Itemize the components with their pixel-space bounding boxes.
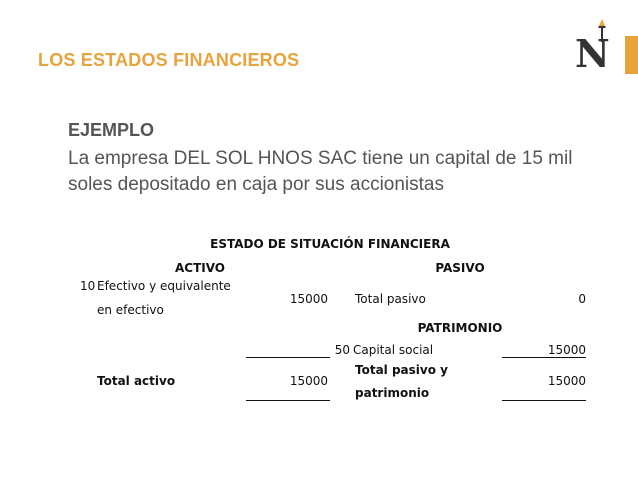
statement-title: ESTADO DE SITUACIÓN FINANCIERA bbox=[210, 237, 450, 251]
total-liab-equity-line bbox=[502, 400, 586, 401]
asset-account-code: 10 bbox=[80, 279, 96, 293]
liability-label: Total pasivo bbox=[355, 292, 426, 306]
logo-letter: N bbox=[575, 31, 610, 76]
equity-subtotal-line bbox=[502, 357, 586, 358]
liability-amount: 0 bbox=[578, 292, 586, 306]
total-assets-label: Total activo bbox=[97, 374, 176, 388]
activo-header: ACTIVO bbox=[174, 261, 226, 275]
slide-title: LOS ESTADOS FINANCIEROS bbox=[38, 50, 300, 70]
total-liab-equity-label-line1: Total pasivo y bbox=[355, 363, 448, 377]
asset-amount: 15000 bbox=[289, 292, 328, 306]
patrimonio-header: PATRIMONIO bbox=[417, 321, 503, 335]
total-assets-amount: 15000 bbox=[289, 374, 328, 388]
total-liab-equity-label-line2: patrimonio bbox=[355, 386, 430, 400]
equity-label: Capital social bbox=[353, 343, 434, 357]
asset-label-line2: en efectivo bbox=[97, 303, 164, 317]
total-liab-equity-amount: 15000 bbox=[547, 374, 586, 388]
example-heading: EJEMPLO bbox=[68, 120, 155, 140]
pasivo-header: PASIVO bbox=[435, 261, 485, 275]
asset-label-line1: Efectivo y equivalente bbox=[97, 279, 231, 293]
accent-bar bbox=[625, 36, 638, 74]
asset-subtotal-line bbox=[246, 357, 330, 358]
example-text: La empresa DEL SOL HNOS SAC tiene un capital de 15 mil soles depositado en caja por sus accionistas bbox=[68, 148, 573, 195]
total-assets-line bbox=[246, 400, 330, 401]
equity-account-code: 50 bbox=[334, 343, 350, 357]
equity-amount: 15000 bbox=[547, 343, 586, 357]
